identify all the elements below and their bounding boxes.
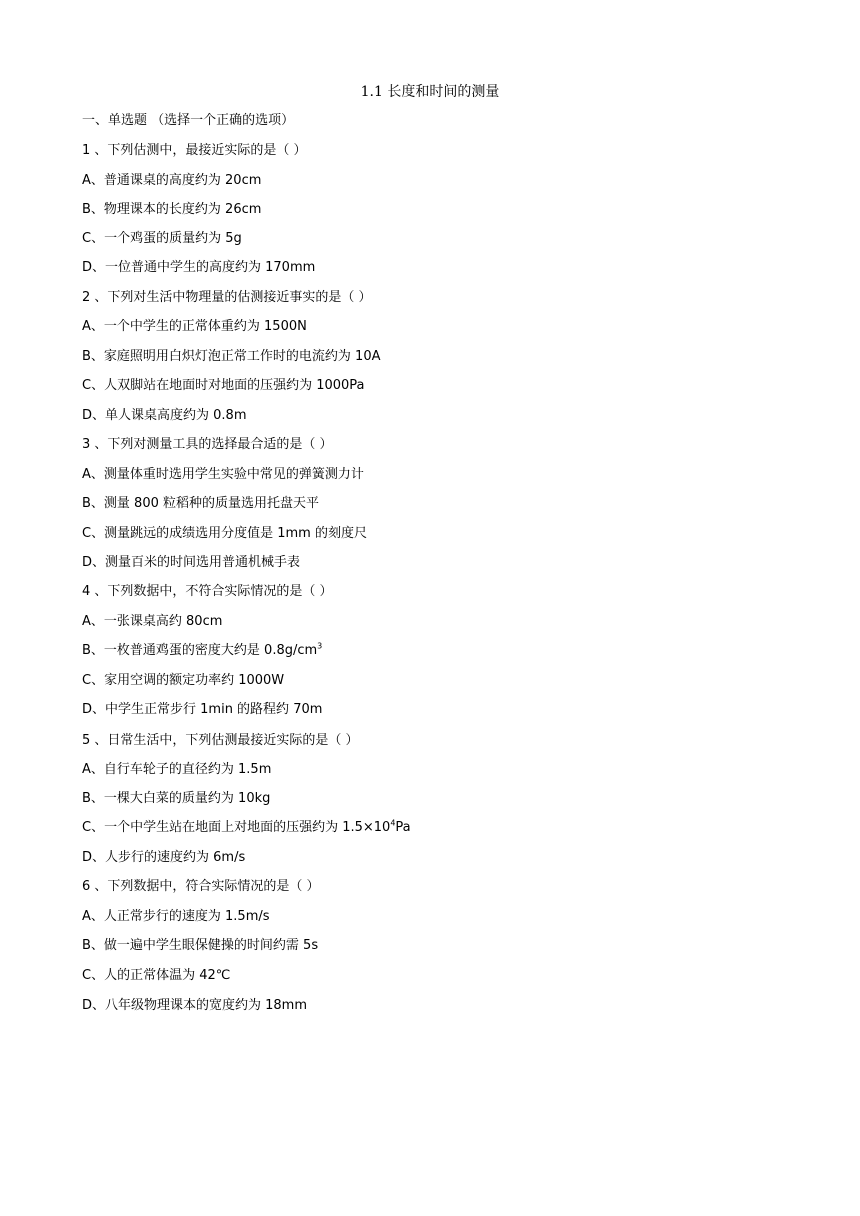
question-6-option-b: B、做一遍中学生眼保健操的时间约需 5s xyxy=(82,938,319,953)
question-4-option-c: C、家用空调的额定功率约 1000W xyxy=(82,673,285,688)
question-3-option-a: A、测量体重时选用学生实验中常见的弹簧测力计 xyxy=(82,467,364,482)
question-4-option-a: A、一张课桌高约 80cm xyxy=(82,614,223,629)
question-6-option-a: A、人正常步行的速度为 1.5m/s xyxy=(82,909,270,924)
question-3-option-c: C、测量跳远的成绩选用分度值是 1mm 的刻度尺 xyxy=(82,526,367,541)
question-5-option-a: A、自行车轮子的直径约为 1.5m xyxy=(82,762,272,777)
question-3-stem: 3 、下列对测量工具的选择最合适的是（ ） xyxy=(82,437,333,452)
question-2-option-c: C、人双脚站在地面时对地面的压强约为 1000Pa xyxy=(82,378,365,393)
question-2-option-b: B、家庭照明用白炽灯泡正常工作时的电流约为 10A xyxy=(82,349,381,364)
question-5-option-c-unit: Pa xyxy=(395,820,411,835)
question-1-option-b: B、物理课本的长度约为 26cm xyxy=(82,202,262,217)
question-2-option-d: D、单人课桌高度约为 0.8m xyxy=(82,408,247,423)
question-1-option-a: A、普通课桌的高度约为 20cm xyxy=(82,173,262,188)
question-4-option-b xyxy=(82,641,322,661)
question-5-option-d: D、人步行的速度约为 6m/s xyxy=(82,850,246,865)
question-3-option-d: D、测量百米的时间选用普通机械手表 xyxy=(82,555,301,570)
question-5-stem: 5 、日常生活中，下列估测最接近实际的是（ ） xyxy=(82,733,359,748)
section-heading: 一、单选题 （选择一个正确的选项） xyxy=(82,113,295,128)
question-4-option-b-text: B、一枚普通鸡蛋的密度大约是 0.8g/cm xyxy=(82,643,318,658)
question-5-option-b: B、一棵大白菜的质量约为 10kg xyxy=(82,791,271,806)
page-title: 1.1 长度和时间的测量 xyxy=(360,84,500,100)
question-1-option-d: D、一位普通中学生的高度约为 170mm xyxy=(82,260,316,275)
question-2-option-a: A、一个中学生的正常体重约为 1500N xyxy=(82,319,307,334)
question-4-option-d: D、中学生正常步行 1min 的路程约 70m xyxy=(82,702,323,717)
question-1-stem: 1 、下列估测中，最接近实际的是（ ） xyxy=(82,143,307,158)
superscript: 3 xyxy=(317,641,323,651)
question-2-stem: 2 、下列对生活中物理量的估测接近事实的是（ ） xyxy=(82,290,372,305)
question-5-option-c-text: C、一个中学生站在地面上对地面的压强约为 1.5×10 xyxy=(82,820,391,835)
question-6-option-c: C、人的正常体温为 42℃ xyxy=(82,968,231,983)
question-4-stem: 4 、下列数据中，不符合实际情况的是（ ） xyxy=(82,584,333,599)
question-1-option-c: C、一个鸡蛋的质量约为 5g xyxy=(82,231,242,246)
superscript: 4 xyxy=(390,818,396,828)
question-5-option-c xyxy=(82,818,411,838)
question-6-option-d: D、八年级物理课本的宽度约为 18mm xyxy=(82,998,308,1013)
question-6-stem: 6 、下列数据中，符合实际情况的是（ ） xyxy=(82,879,320,894)
question-3-option-b: B、测量 800 粒稻种的质量选用托盘天平 xyxy=(82,496,319,511)
